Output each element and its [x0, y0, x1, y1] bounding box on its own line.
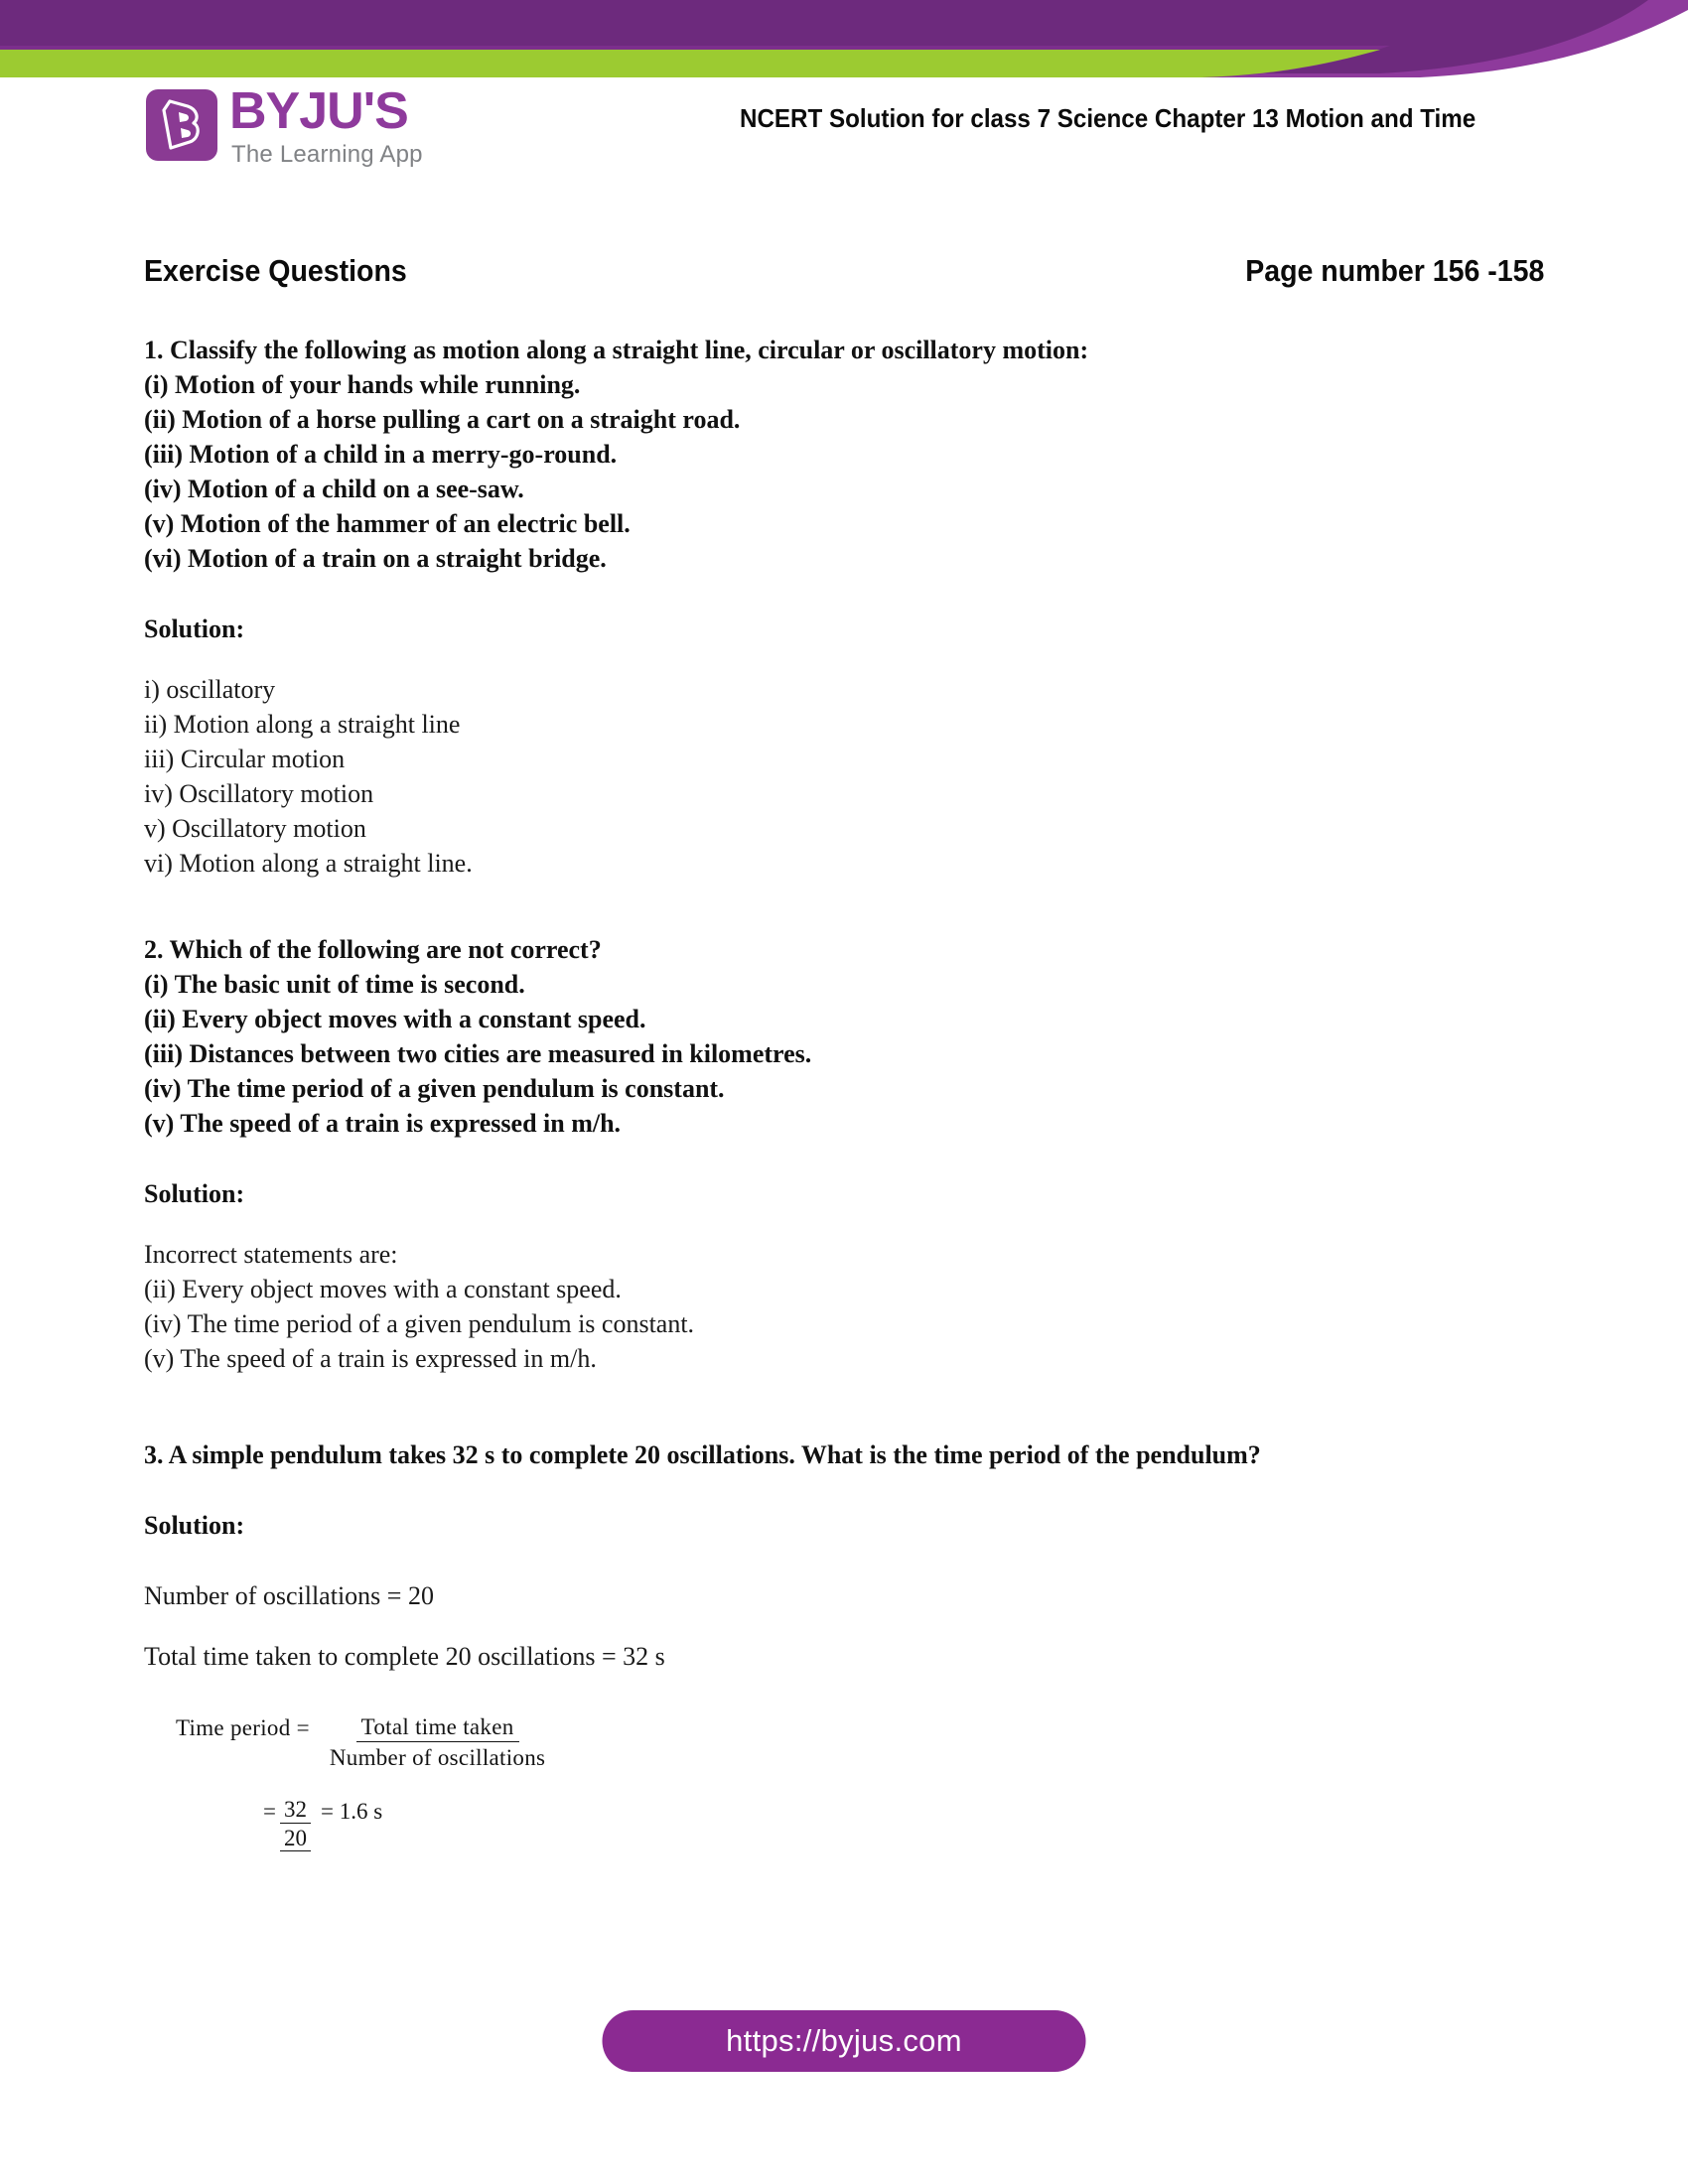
exercise-questions-heading: Exercise Questions [144, 253, 407, 288]
formula-lhs: Time period = [176, 1715, 310, 1740]
formula-value-denominator: 20 [280, 1824, 311, 1851]
byjus-logo [146, 82, 434, 187]
byjus-website-link[interactable]: https://byjus.com [603, 2010, 1086, 2072]
solution-label-2: Solution: [144, 1179, 245, 1208]
formula-value-numerator: 32 [280, 1797, 311, 1824]
question-3-prompt: 3. A simple pendulum takes 32 s to complete 20 oscillations. What is the time period of the pendulum? [144, 1440, 1261, 1469]
answer-1-line: v) Oscillatory motion [144, 814, 366, 843]
formula-main-row [176, 1713, 1544, 1771]
question-2-item: (iv) The time period of a given pendulum is constant. [144, 1074, 725, 1103]
section-header-row [144, 253, 1544, 289]
formula-value-fraction [280, 1797, 311, 1851]
document-body [144, 253, 1544, 1851]
answer-3-line: Number of oscillations = 20 [144, 1581, 434, 1610]
solution-label-3: Solution: [144, 1511, 245, 1540]
question-2-item: (i) The basic unit of time is second. [144, 970, 525, 999]
answer-1-line: ii) Motion along a straight line [144, 710, 461, 739]
question-1-block [144, 333, 1544, 576]
question-1-item: (iii) Motion of a child in a merry-go-round. [144, 440, 618, 469]
question-2-item: (iii) Distances between two cities are measured in kilometres. [144, 1039, 812, 1068]
question-1-prompt: 1. Classify the following as motion along a straight line, circular or oscillatory motion: [144, 336, 1089, 364]
answer-2-line: (ii) Every object moves with a constant speed. [144, 1275, 622, 1303]
question-1-item: (v) Motion of the hammer of an electric bell. [144, 509, 631, 538]
answer-1-block [144, 672, 1544, 881]
question-2-prompt: 2. Which of the following are not correct? [144, 935, 602, 964]
page-title: NCERT Solution for class 7 Science Chapter 13 Motion and Time [740, 103, 1477, 133]
page-number-label: Page number 156 -158 [1244, 253, 1544, 288]
formula-fraction [330, 1713, 545, 1771]
answer-2-line: Incorrect statements are: [144, 1240, 398, 1269]
question-2-item: (ii) Every object moves with a constant speed. [144, 1005, 646, 1033]
solution-label-1: Solution: [144, 614, 245, 643]
answer-2-line: (iv) The time period of a given pendulum is constant. [144, 1309, 695, 1338]
question-2-block [144, 932, 1544, 1141]
answer-1-line: iii) Circular motion [144, 745, 346, 773]
question-1-item: (iv) Motion of a child on a see-saw. [144, 475, 524, 503]
answer-2-line: (v) The speed of a train is expressed in m/h. [144, 1344, 597, 1373]
question-2-item: (v) The speed of a train is expressed in m/h. [144, 1109, 622, 1138]
question-1-item: (ii) Motion of a horse pulling a cart on a straight road. [144, 405, 741, 434]
formula-value-row [263, 1797, 1544, 1851]
time-period-formula-figure [176, 1713, 1544, 1851]
byjus-b-mark-icon [146, 89, 217, 161]
formula-equals-sign: = [263, 1799, 276, 1824]
header-decorative-band [0, 0, 1688, 77]
logo-tagline: The Learning App [231, 141, 423, 168]
answer-3-line: Total time taken to complete 20 oscillations = 32 s [144, 1642, 665, 1671]
question-1-item: (vi) Motion of a train on a straight bridge. [144, 544, 607, 573]
answer-1-line: iv) Oscillatory motion [144, 779, 374, 808]
question-1-item: (i) Motion of your hands while running. [144, 370, 581, 399]
answer-1-line: vi) Motion along a straight line. [144, 849, 473, 878]
answer-2-block [144, 1237, 1544, 1376]
question-3-block [144, 1437, 1544, 1472]
answer-1-line: i) oscillatory [144, 675, 276, 704]
logo-wordmark: BYJU'S [229, 82, 408, 140]
formula-numerator: Total time taken [356, 1713, 519, 1742]
formula-denominator: Number of oscillations [329, 1745, 546, 1770]
formula-result: = 1.6 s [320, 1799, 383, 1824]
